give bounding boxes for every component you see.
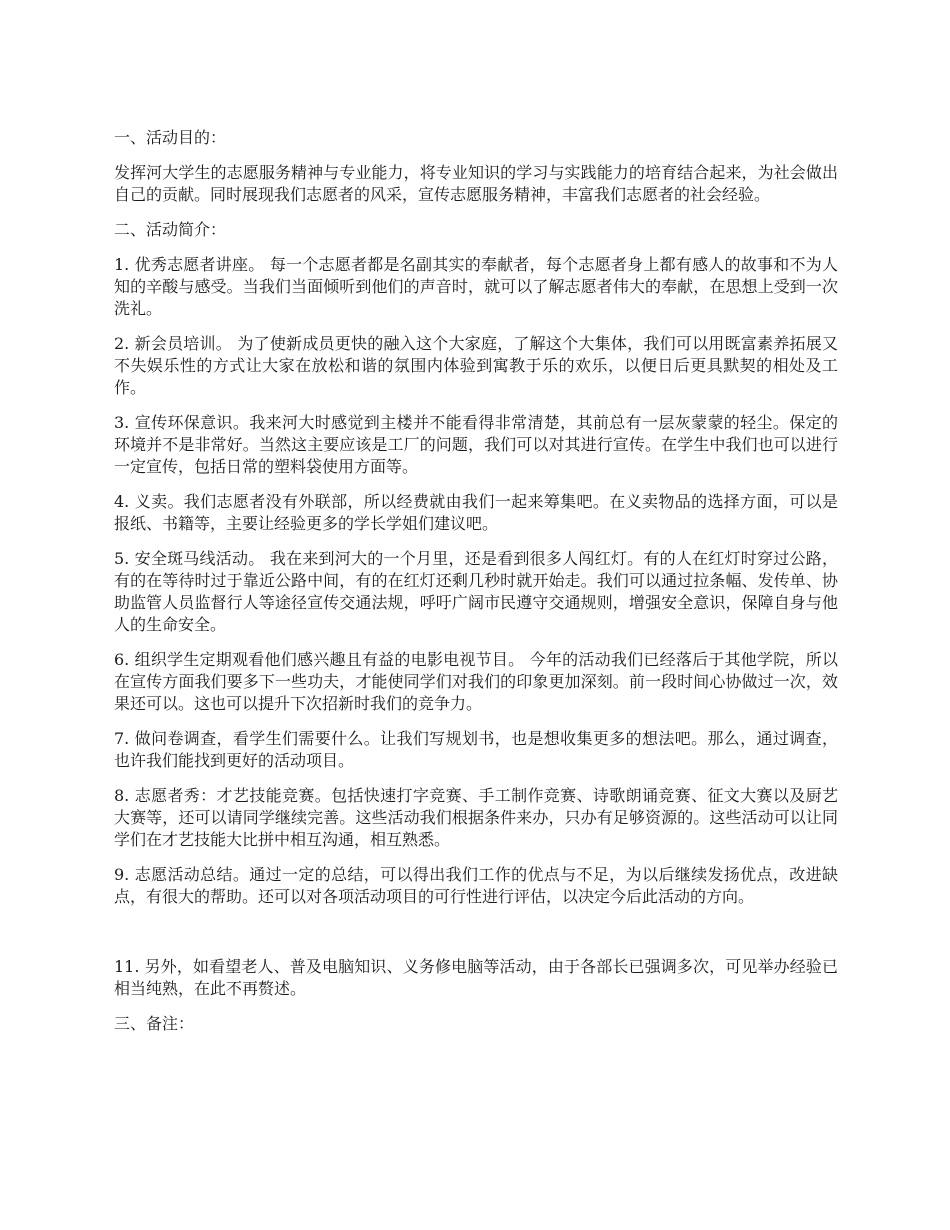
section-heading-purpose: 一、活动目的： xyxy=(114,128,227,147)
activity-item-5: 5. 安全斑马线活动。 我在来到河大的一个月里，还是看到很多人闯红灯。有的人在红灯时穿过公路，有的在等待时过于靠近公路中间，有的在红灯还剩几秒时就开始走。我们可以通过拉条幅、发传单、协助监管人员监督行人等途径宣传交通法规，呼吁广阔市民遵守交通规则，增强安全意识，保障自身与他人的生命安全。 xyxy=(114,549,838,634)
activity-item-3: 3. 宣传环保意识。我来河大时感觉到主楼并不能看得非常清楚，其前总有一层灰蒙蒙的轻尘。保定的环境并不是非常好。当然这主要应该是工厂的问题，我们可以对其进行宣传。在学生中我们也可以进行一定宣传，包括日常的塑料袋使用方面等。 xyxy=(114,413,838,476)
section-heading-overview: 二、活动简介： xyxy=(114,220,227,239)
section-heading-notes: 三、备注： xyxy=(114,1014,195,1033)
activity-item-1: 1. 优秀志愿者讲座。 每一个志愿者都是名副其实的奉献者，每个志愿者身上都有感人的故事和不为人知的辛酸与感受。当我们当面倾听到他们的声音时，就可以了解志愿者伟大的奉献，在思想上受到一次洗礼。 xyxy=(114,255,838,318)
document-body xyxy=(114,127,838,1048)
activity-item-7: 7. 做问卷调查，看学生们需要什么。让我们写规划书，也是想收集更多的想法吧。那么，通过调查，也许我们能找到更好的活动项目。 xyxy=(114,729,838,770)
activity-item-2: 2. 新会员培训。 为了使新成员更快的融入这个大家庭，了解这个大集体，我们可以用既富素养拓展又不失娱乐性的方式让大家在放松和谐的氛围内体验到寓教于乐的欢乐，以便日后更具默契的相处及工作。 xyxy=(114,334,838,397)
blank-gap xyxy=(114,921,838,956)
activity-item-9: 9. 志愿活动总结。通过一定的总结，可以得出我们工作的优点与不足，为以后继续发扬优点，改进缺点，有很大的帮助。还可以对各项活动项目的可行性进行评估，以决定今后此活动的方向。 xyxy=(114,865,838,906)
activity-item-4: 4. 义卖。我们志愿者没有外联部，所以经费就由我们一起来筹集吧。在义卖物品的选择方面，可以是报纸、书籍等，主要让经验更多的学长学姐们建议吧。 xyxy=(114,492,838,533)
activity-item-6: 6. 组织学生定期观看他们感兴趣且有益的电影电视节目。 今年的活动我们已经落后于其他学院，所以在宣传方面我们要多下一些功夫，才能使同学们对我们的印象更加深刻。前一段时间心协做过一次，效果还可以。这也可以提升下次招新时我们的竞争力。 xyxy=(114,650,838,713)
activity-item-11: 11. 另外，如看望老人、普及电脑知识、义务修电脑等活动，由于各部长已强调多次，可见举办经验已相当纯熟，在此不再赘述。 xyxy=(114,957,838,998)
activity-item-8: 8. 志愿者秀：才艺技能竞赛。包括快速打字竞赛、手工制作竞赛、诗歌朗诵竞赛、征文大赛以及厨艺大赛等，还可以请同学继续完善。这些活动我们根据条件来办，只办有足够资源的。这些活动可以让同学们在才艺技能大比拼中相互沟通，相互熟悉。 xyxy=(114,786,838,849)
purpose-paragraph: 发挥河大学生的志愿服务精神与专业能力，将专业知识的学习与实践能力的培育结合起来，为社会做出自己的贡献。同时展现我们志愿者的风采，宣传志愿服务精神，丰富我们志愿者的社会经验。 xyxy=(114,163,838,204)
